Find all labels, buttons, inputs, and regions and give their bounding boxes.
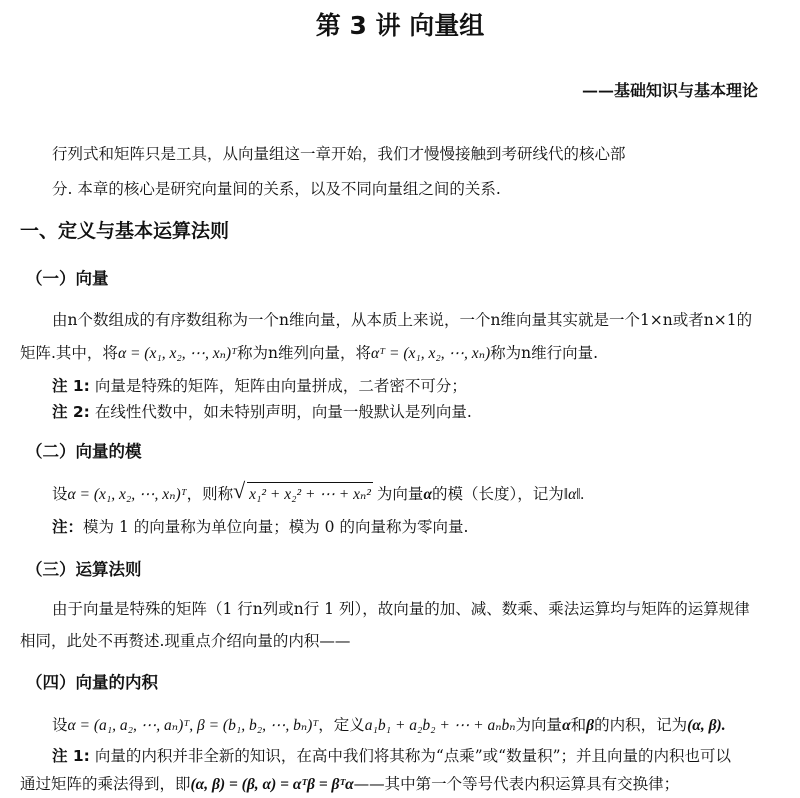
ip3-text-a: 通过矩阵的乘法得到，即: [20, 775, 191, 793]
note-text: 向量的内积并非全新的知识，在高中我们将其称为“点乘”或“数量积”；并且向量的内积也可以: [94, 747, 732, 765]
vector-note-2: [52, 400, 472, 422]
note-label: 注：: [52, 518, 84, 536]
ip-text-g: 和: [570, 716, 587, 734]
ip-text-a: 设: [52, 716, 68, 734]
rules-line-1: 由于向量是特殊的矩阵（1 行n列或n行 1 列），故向量的加、减、数乘、乘法运算均与矩阵的运算规律: [52, 600, 750, 618]
beta-symbol: β: [586, 717, 595, 734]
alpha-symbol: α: [423, 486, 433, 503]
note-label: 注 1:: [52, 377, 90, 395]
vector-def-text-e: 称为n维行向量.: [490, 344, 599, 362]
inner-product-notation: (α, β).: [687, 717, 726, 734]
inner-product-def-line: [52, 713, 726, 735]
norm-text-f: 的模（长度），记为: [432, 485, 564, 503]
norm-vector-formula: α = (x₁, x₂, ⋯, xₙ)ᵀ: [67, 486, 187, 503]
inner-product-note-1: [52, 744, 731, 766]
vector-note-1: [52, 374, 467, 396]
vector-def-line-1: 由n个数组成的有序数组称为一个n维向量，从本质上来说，一个n维向量其实就是一个1×n或者n×1的: [52, 311, 753, 329]
subsection-heading-norm: （二）向量的模: [26, 442, 142, 461]
note-text: 向量是特殊的矩阵，矩阵由向量拼成，二者密不可分；: [94, 377, 467, 395]
ip-vectors-formula: α = (a₁, a₂, ⋯, aₙ)ᵀ, β = (b₁, b₂, ⋯, bₙ)ᵀ: [67, 717, 319, 734]
lecture-subtitle: ——基础知识与基本理论: [581, 81, 758, 100]
commutative-formula: (α, β) = (β, α) = αᵀβ = βᵀα: [190, 776, 354, 793]
ip3-text-c: ——其中第一个等号代表内积运算具有交换律；: [353, 775, 680, 793]
norm-notation: ‖α‖.: [563, 486, 585, 503]
intro-line-1: 行列式和矩阵只是工具，从向量组这一章开始，我们才慢慢接触到考研线代的核心部: [52, 145, 626, 163]
subsection-heading-rules: （三）运算法则: [26, 560, 142, 579]
norm-note: [52, 515, 468, 537]
sqrt-expression: [233, 482, 373, 504]
vector-def-text-c: 称为n维列向量，将: [237, 344, 372, 362]
norm-text-d: 为向量: [376, 485, 424, 503]
norm-text-c: ，则称: [186, 485, 234, 503]
subsection-heading-vector: （一）向量: [26, 269, 109, 288]
vector-def-line-2: [20, 341, 598, 363]
rules-line-2: 相同，此处不再赘述.现重点介绍向量的内积——: [20, 632, 351, 650]
sqrt-radicand: x₁² + x₂² + ⋯ + xₙ²: [247, 482, 373, 504]
intro-line-2: 分. 本章的核心是研究向量间的关系，以及不同向量组之间的关系.: [52, 180, 501, 198]
note-text: 在线性代数中，如未特别声明，向量一般默认是列向量.: [94, 403, 472, 421]
alpha-symbol: α: [562, 717, 571, 734]
norm-def-line: [52, 482, 585, 504]
section-heading: 一、定义与基本运算法则: [20, 220, 230, 242]
ip-text-c: ，定义: [318, 716, 365, 734]
column-vector-formula: α = (x₁, x₂, ⋯, xₙ)ᵀ: [117, 345, 238, 362]
note-label: 注 2:: [52, 403, 90, 421]
row-vector-formula: αᵀ = (x₁, x₂, ⋯, xₙ): [371, 345, 491, 362]
inner-product-line-3: [20, 772, 679, 794]
ip-text-e: 为向量: [515, 716, 563, 734]
norm-text-a: 设: [52, 485, 68, 503]
subsection-heading-inner-product: （四）向量的内积: [26, 673, 158, 692]
ip-text-i: 的内积，记为: [594, 716, 688, 734]
vector-def-text-a: 矩阵.其中，将: [20, 344, 118, 362]
lecture-title: 第 3 讲 向量组: [315, 11, 485, 40]
note-label: 注 1:: [52, 747, 90, 765]
ip-sum-formula: a₁b₁ + a₂b₂ + ⋯ + aₙbₙ: [364, 717, 516, 734]
note-text: 模为 1 的向量称为单位向量；模为 0 的向量称为零向量.: [83, 518, 469, 536]
